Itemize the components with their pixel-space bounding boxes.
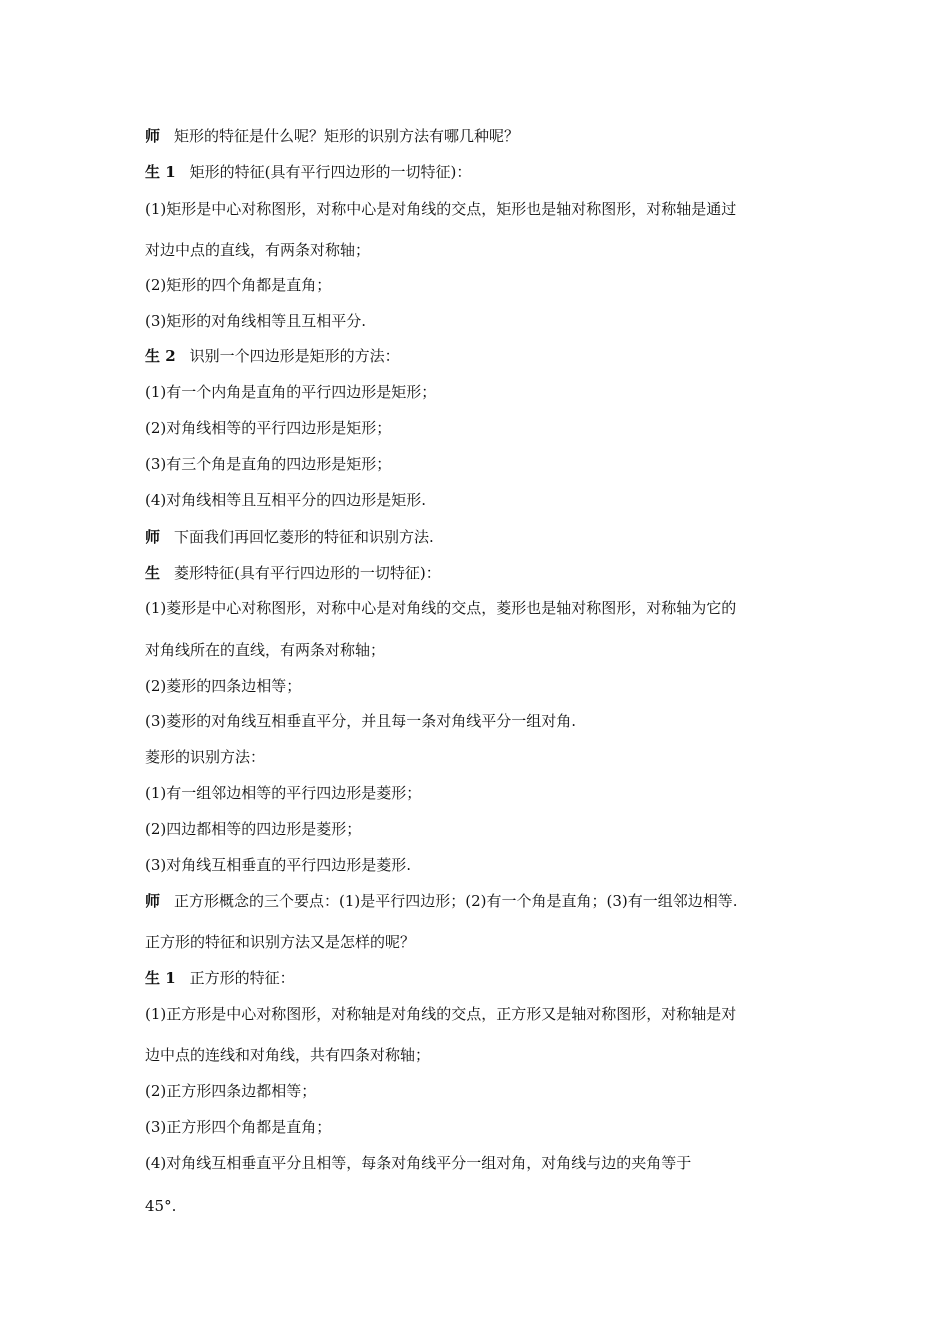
line-text: 矩形的特征(具有平行四边形的一切特征)： [189,163,472,181]
paragraph-line [145,382,835,402]
dialogue-line [145,162,835,182]
line-text: 矩形的特征是什么呢？矩形的识别方法有哪几种呢？ [174,127,520,145]
line-text: 正方形概念的三个要点：(1)是平行四边形；(2)有一个角是直角；(3)有一组邻边相等. [174,892,738,910]
dialogue-line [145,968,835,988]
line-text: (3)矩形的对角线相等且互相平分. [145,312,367,330]
paragraph-line [145,199,835,219]
dialogue-line [145,346,835,366]
speaker-label: 生 2 [145,347,176,365]
line-text: (1)正方形是中心对称图形，对称轴是对角线的交点，正方形又是轴对称图形，对称轴是对 [145,1005,737,1023]
paragraph-line [145,640,835,660]
line-text: (3)正方形四个角都是直角； [145,1118,332,1136]
paragraph-line [145,418,835,438]
line-text: (3)菱形的对角线互相垂直平分，并且每一条对角线平分一组对角. [145,712,577,730]
line-text: 对角线所在的直线，有两条对称轴； [145,641,386,659]
line-text: (1)菱形是中心对称图形，对称中心是对角线的交点，菱形也是轴对称图形，对称轴为它的 [145,599,737,617]
line-text: (3)有三个角是直角的四边形是矩形； [145,455,392,473]
line-text: 边中点的连线和对角线，共有四条对称轴； [145,1046,431,1064]
line-text: 正方形的特征： [189,969,295,987]
line-text: (2)正方形四条边都相等； [145,1082,317,1100]
speaker-label: 生 1 [145,969,176,987]
dialogue-line [145,563,835,583]
line-text: 下面我们再回忆菱形的特征和识别方法. [174,528,434,546]
dialogue-line [145,527,835,547]
paragraph-line [145,1004,835,1024]
paragraph-line [145,275,835,295]
speaker-label: 师 [145,892,161,910]
line-text: (1)有一个内角是直角的平行四边形是矩形； [145,383,437,401]
line-text: 菱形的识别方法： [145,748,266,766]
paragraph-line [145,747,835,767]
line-text: 正方形的特征和识别方法又是怎样的呢？ [145,933,416,951]
line-text: (2)四边都相等的四边形是菱形； [145,820,362,838]
speaker-label: 生 [145,564,161,582]
dialogue-line [145,891,835,911]
paragraph-line [145,855,835,875]
line-text: (2)对角线相等的平行四边形是矩形； [145,419,392,437]
paragraph-line [145,1045,835,1065]
paragraph-line [145,454,835,474]
line-text: (4)对角线相等且互相平分的四边形是矩形. [145,491,427,509]
paragraph-line [145,1196,835,1216]
paragraph-line [145,819,835,839]
paragraph-line [145,783,835,803]
speaker-label: 师 [145,127,161,145]
paragraph-line [145,240,835,260]
line-text: (2)矩形的四个角都是直角； [145,276,332,294]
speaker-label: 师 [145,528,161,546]
speaker-label: 生 1 [145,163,176,181]
paragraph-line [145,676,835,696]
line-text: (3)对角线互相垂直的平行四边形是菱形. [145,856,412,874]
line-text: 识别一个四边形是矩形的方法： [189,347,400,365]
line-text: 对边中点的直线，有两条对称轴； [145,241,371,259]
line-text: 菱形特征(具有平行四边形的一切特征)： [174,564,441,582]
paragraph-line [145,932,835,952]
line-text: (1)有一组邻边相等的平行四边形是菱形； [145,784,422,802]
line-text: 45°. [145,1197,177,1215]
paragraph-line [145,311,835,331]
paragraph-line [145,1117,835,1137]
line-text: (4)对角线互相垂直平分且相等，每条对角线平分一组对角，对角线与边的夹角等于 [145,1154,692,1172]
paragraph-line [145,1153,835,1173]
paragraph-line [145,1081,835,1101]
paragraph-line [145,598,835,618]
line-text: (1)矩形是中心对称图形，对称中心是对角线的交点，矩形也是轴对称图形，对称轴是通过 [145,200,737,218]
paragraph-line [145,490,835,510]
dialogue-line [145,126,835,146]
line-text: (2)菱形的四条边相等； [145,677,302,695]
paragraph-line [145,711,835,731]
